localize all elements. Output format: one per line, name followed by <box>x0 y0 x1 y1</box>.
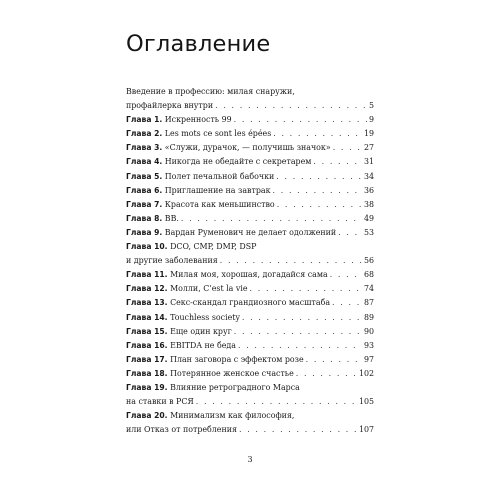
chapter-label: Глава 11. <box>126 270 168 280</box>
dot-leader <box>296 367 357 381</box>
toc-entry-text <box>126 353 304 367</box>
toc-entry-text <box>126 113 232 127</box>
toc-entry <box>126 381 374 409</box>
dot-leader <box>332 296 362 310</box>
dot-leader <box>313 155 362 169</box>
toc-entry-line-final <box>126 296 374 310</box>
toc-entry <box>126 353 374 367</box>
dot-leader <box>234 113 367 127</box>
toc-entry <box>126 296 374 310</box>
toc-page-number: 56 <box>363 256 374 266</box>
toc-entry-text <box>126 184 271 198</box>
chapter-title: Touchless society <box>170 312 240 322</box>
toc-page-number: 49 <box>363 213 374 223</box>
dot-leader <box>273 184 362 198</box>
toc-entry <box>126 141 374 155</box>
chapter-title: Минимализм как философия, <box>170 411 295 421</box>
chapter-label: Глава 15. <box>126 326 168 336</box>
chapter-label: Глава 16. <box>126 340 168 350</box>
toc-page-number: 74 <box>363 284 374 294</box>
chapter-label: Глава 4. <box>126 157 163 167</box>
toc-entry-line <box>126 381 374 395</box>
chapter-label: Глава 19. <box>126 382 168 392</box>
toc-entry <box>126 198 374 212</box>
chapter-title: Вардан Руменович не делает одолжений <box>164 227 337 237</box>
toc-entry-line <box>126 409 374 423</box>
toc-entry-text <box>126 212 179 226</box>
toc-entry-line-final <box>126 170 374 184</box>
toc-entry-line-final <box>126 226 374 240</box>
toc-entry-line-final <box>126 339 374 353</box>
toc-entry-line <box>126 85 374 99</box>
toc-page-number: 105 <box>358 397 374 407</box>
toc-entry-text <box>126 198 275 212</box>
toc-entry-text <box>126 99 213 113</box>
chapter-label: Глава 18. <box>126 368 168 378</box>
chapter-label: Глава 14. <box>126 312 168 322</box>
dot-leader <box>250 282 362 296</box>
toc-entry <box>126 85 374 113</box>
page-number: 3 <box>247 455 253 464</box>
chapter-label: Глава 7. <box>126 199 163 209</box>
chapter-title: Полет печальной бабочки <box>164 171 275 181</box>
toc-page-number: 53 <box>363 227 374 237</box>
chapter-label: Глава 13. <box>126 298 168 308</box>
chapter-title: DCO, CMP, DMP, DSP <box>170 242 257 252</box>
toc-entry-text <box>126 87 295 96</box>
toc-page-number: 89 <box>363 312 374 322</box>
toc-entry-text <box>126 395 194 409</box>
toc-entry-text <box>126 282 248 296</box>
toc-entry-text <box>126 311 240 325</box>
dot-leader <box>330 268 362 282</box>
toc-page-number: 97 <box>363 354 374 364</box>
toc-entry-text <box>126 127 271 141</box>
toc-entry-text <box>126 155 311 169</box>
chapter-title: и другие заболевания <box>126 256 218 266</box>
toc-entry-line-final <box>126 184 374 198</box>
chapter-label: Глава 20. <box>126 411 168 421</box>
dot-leader <box>333 141 362 155</box>
toc-entry-text <box>126 296 330 310</box>
dot-leader <box>239 423 357 437</box>
chapter-title: Les mots ce sont les épées <box>164 129 272 139</box>
chapter-title: Молли, C’est la vie <box>170 284 248 294</box>
toc-entry-line-final <box>126 423 374 437</box>
toc-entry <box>126 226 374 240</box>
toc-entry-line-final <box>126 198 374 212</box>
toc-entry-line-final <box>126 311 374 325</box>
toc-entry <box>126 282 374 296</box>
dot-leader <box>277 198 362 212</box>
chapter-title: Введение в профессию: милая снаружи, <box>126 87 295 96</box>
dot-leader <box>238 339 362 353</box>
chapter-title: Еще один круг <box>170 326 232 336</box>
chapter-title: или Отказ от потребления <box>126 425 237 435</box>
toc-entry-line-final <box>126 127 374 141</box>
dot-leader <box>234 325 362 339</box>
toc-entry-text <box>126 339 236 353</box>
chapter-label: Глава 5. <box>126 171 163 181</box>
toc-entry <box>126 367 374 381</box>
toc-page-number: 68 <box>363 270 374 280</box>
toc-page-number: 19 <box>363 129 374 139</box>
toc-entry <box>126 339 374 353</box>
chapter-label: Глава 1. <box>126 115 163 125</box>
chapter-title: на ставки в РСЯ <box>126 397 194 407</box>
chapter-label: Глава 17. <box>126 354 168 364</box>
dot-leader <box>273 127 362 141</box>
dot-leader <box>338 226 362 240</box>
toc-page-number: 5 <box>368 101 374 111</box>
dot-leader <box>306 353 362 367</box>
toc-entry <box>126 113 374 127</box>
toc-page-number: 107 <box>358 425 374 435</box>
toc-page-number: 102 <box>358 368 374 378</box>
toc-entry-line-final <box>126 155 374 169</box>
toc-entry-line-final <box>126 282 374 296</box>
toc-entry-text <box>126 367 294 381</box>
toc-entry-line-final <box>126 212 374 226</box>
dot-leader <box>181 212 362 226</box>
toc-entry <box>126 155 374 169</box>
toc-entry-line-final <box>126 99 374 113</box>
toc-entry <box>126 311 374 325</box>
toc-page-number: 93 <box>363 340 374 350</box>
chapter-title: Искренность 99 <box>164 115 232 125</box>
toc-heading: Оглавление <box>126 31 271 57</box>
dot-leader <box>220 254 362 268</box>
toc-entry-line-final <box>126 353 374 367</box>
toc-entry-line-final <box>126 113 374 127</box>
toc-entry <box>126 184 374 198</box>
toc-list <box>126 85 374 437</box>
toc-page-number: 38 <box>363 199 374 209</box>
chapter-title: Красота как меньшинство <box>164 199 275 209</box>
dot-leader <box>242 311 362 325</box>
toc-entry <box>126 325 374 339</box>
toc-page-number: 27 <box>363 143 374 153</box>
toc-entry-line-final <box>126 325 374 339</box>
toc-entry-text <box>126 383 300 392</box>
chapter-label: Глава 10. <box>126 242 168 252</box>
chapter-title: ВВ. <box>164 213 179 223</box>
dot-leader <box>196 395 357 409</box>
toc-entry-text <box>126 226 336 240</box>
dot-leader <box>215 99 367 113</box>
toc-page-number: 31 <box>363 157 374 167</box>
toc-entry-text <box>126 254 218 268</box>
chapter-title: Потерянное женское счастье <box>170 368 294 378</box>
toc-entry-text <box>126 242 256 251</box>
toc-page-number: 34 <box>363 171 374 181</box>
chapter-title: EBITDA не беда <box>170 340 236 350</box>
chapter-title: профайлерка внутри <box>126 101 214 111</box>
chapter-title: План заговора с эффектом розе <box>170 354 304 364</box>
toc-entry <box>126 409 374 437</box>
toc-entry <box>126 170 374 184</box>
toc-page-number: 87 <box>363 298 374 308</box>
toc-entry-line-final <box>126 141 374 155</box>
toc-entry-text <box>126 141 331 155</box>
toc-entry <box>126 268 374 282</box>
toc-page-number: 90 <box>363 326 374 336</box>
chapter-title: Милая моя, хорошая, догадайся сама <box>170 270 328 280</box>
chapter-title: Никогда не обедайте с секретарем <box>164 157 312 167</box>
toc-entry-text <box>126 268 328 282</box>
chapter-title: Влияние ретроградного Марса <box>170 382 300 392</box>
toc-entry-text <box>126 411 294 420</box>
chapter-title: Приглашение на завтрак <box>164 185 271 195</box>
toc-entry-text <box>126 325 232 339</box>
toc-entry <box>126 212 374 226</box>
toc-entry-line <box>126 240 374 254</box>
toc-entry <box>126 240 374 268</box>
toc-entry-line-final <box>126 254 374 268</box>
toc-page-number: 9 <box>368 115 374 125</box>
chapter-label: Глава 6. <box>126 185 163 195</box>
toc-entry <box>126 127 374 141</box>
chapter-label: Глава 8. <box>126 213 163 223</box>
toc-entry-text <box>126 170 274 184</box>
toc-entry-line-final <box>126 268 374 282</box>
toc-entry-line-final <box>126 395 374 409</box>
chapter-label: Глава 12. <box>126 284 168 294</box>
toc-entry-line-final <box>126 367 374 381</box>
dot-leader <box>276 170 362 184</box>
toc-page-number: 36 <box>363 185 374 195</box>
chapter-title: Секс-скандал грандиозного масштаба <box>170 298 331 308</box>
chapter-label: Глава 3. <box>126 143 163 153</box>
toc-entry-text <box>126 423 237 437</box>
chapter-title: «Служи, дурачок, — получишь значок» <box>164 143 331 153</box>
chapter-label: Глава 9. <box>126 227 163 237</box>
chapter-label: Глава 2. <box>126 129 163 139</box>
